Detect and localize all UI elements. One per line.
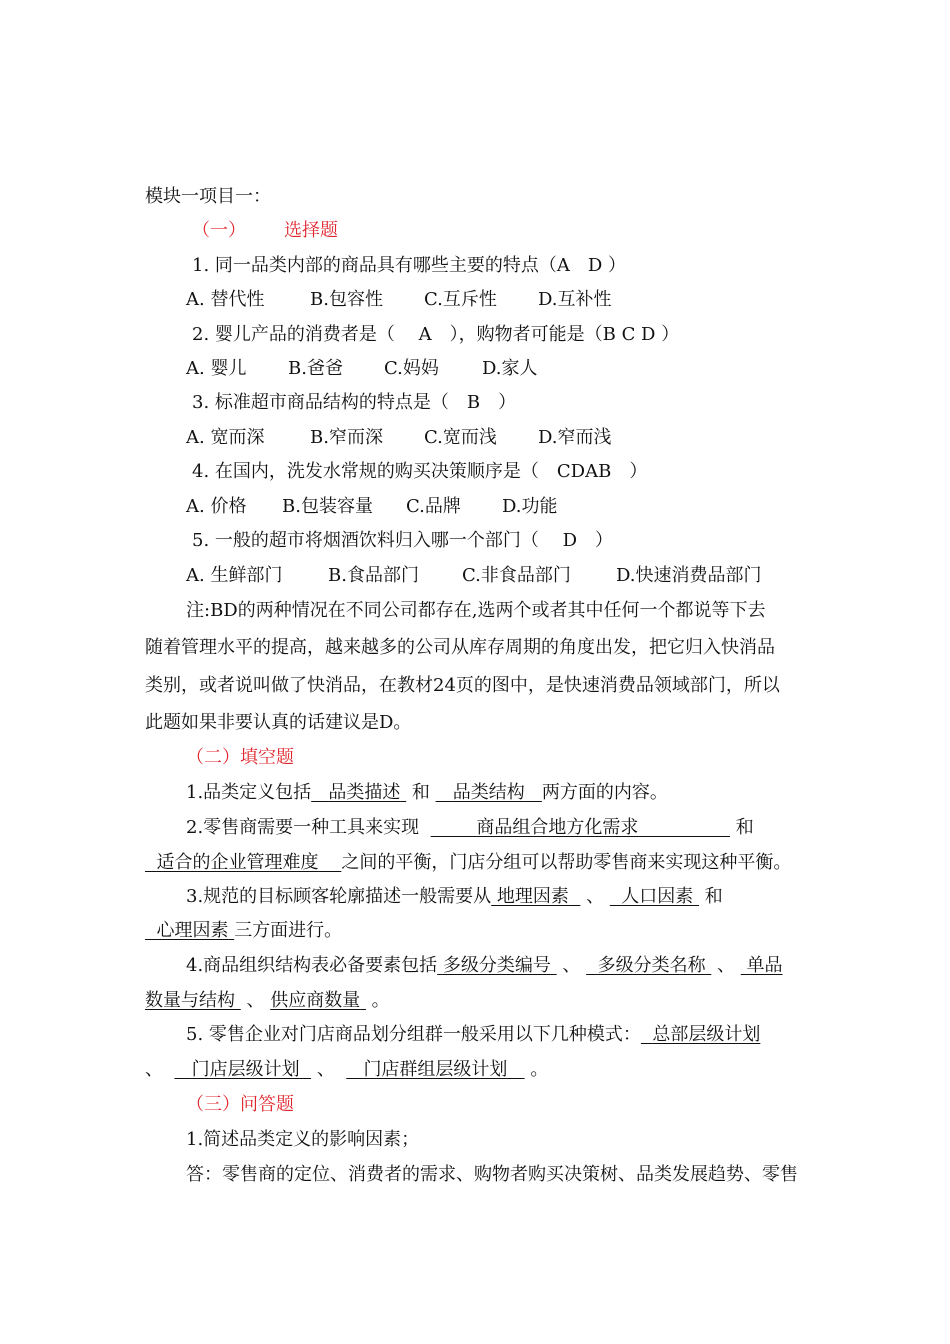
option-b: B.包装容量	[282, 496, 373, 517]
fill-answer: 供应商数量	[270, 990, 361, 1011]
fill-answer: 品类结构	[452, 782, 525, 803]
fill-answer: 商品组合地方化需求	[476, 817, 639, 838]
option-d: D.快速消费品部门	[616, 565, 762, 586]
fill-text: 两方面的内容。	[541, 782, 668, 803]
fill-text: 、	[717, 955, 736, 976]
fill-text: 、	[562, 955, 581, 976]
option-c: C.妈妈	[384, 358, 439, 379]
fill-question-5	[186, 1022, 950, 1048]
fill-answer: 地理因素	[496, 886, 569, 907]
question-5-options	[186, 563, 950, 589]
fill-question-5-cont	[145, 1057, 950, 1083]
fill-question-2	[186, 815, 950, 841]
fill-answer: 数量与结构	[145, 990, 235, 1011]
option-d: D.功能	[502, 496, 558, 517]
fill-question-4-cont	[145, 988, 950, 1014]
option-a: A. 价格	[186, 496, 247, 517]
fill-text: 。	[530, 1059, 549, 1080]
qa-question-1: 1.简述品类定义的影响因素；	[186, 1129, 420, 1150]
fill-answer: 门店群组层级计划	[363, 1059, 508, 1080]
fill-answer: 总部层级计划	[652, 1024, 761, 1045]
fill-question-3	[186, 884, 950, 910]
option-b: B.食品部门	[328, 565, 419, 586]
fill-text: 、	[586, 886, 605, 907]
question-1-options	[186, 287, 950, 313]
note-line-2: 随着管理水平的提高，越来越多的公司从库存周期的角度出发，把它归入快消品	[145, 637, 775, 658]
section-title: 选择题	[284, 220, 338, 241]
option-a: A. 替代性	[186, 289, 265, 310]
option-c: C.非食品部门	[462, 565, 571, 586]
fill-text: 。	[371, 990, 390, 1011]
qa-answer-1: 答：零售商的定位、消费者的需求、购物者购买决策树、品类发展趋势、零售	[186, 1164, 798, 1185]
fill-answer: 门店层级计划	[191, 1059, 300, 1080]
option-a: A. 宽而深	[186, 427, 265, 448]
fill-text: 3.规范的目标顾客轮廓描述一般需要从	[186, 886, 492, 907]
module-title: 模块一项目一：	[145, 186, 271, 207]
fill-text: 2.零售商需要一种工具来实现	[186, 817, 420, 838]
fill-text: 5. 零售企业对门店商品划分组群一般采用以下几种模式：	[186, 1024, 641, 1045]
option-d: D.窄而浅	[538, 427, 612, 448]
note-line-1: 注:BD的两种情况在不同公司都存在,选两个或者其中任何一个都说等下去	[186, 600, 766, 621]
fill-answer: 多级分类名称	[597, 955, 706, 976]
option-d: D.家人	[482, 358, 538, 379]
fill-answer: 品类描述	[328, 782, 401, 803]
fill-text: 4.商品组织结构表必备要素包括	[186, 955, 438, 976]
fill-text: 之间的平衡，门店分组可以帮助零售商来实现这种平衡。	[341, 852, 792, 873]
question-2-options	[186, 356, 950, 382]
fill-text: 和	[411, 782, 430, 803]
option-c: C.互斥性	[424, 289, 497, 310]
option-b: B.爸爸	[288, 358, 343, 379]
question-3-options	[186, 425, 950, 451]
fill-text: 1.品类定义包括	[186, 782, 312, 803]
fill-answer: 心理因素	[156, 920, 229, 941]
fill-text: 、	[246, 990, 265, 1011]
option-a: A. 生鲜部门	[186, 565, 283, 586]
question-4-stem: 4. 在国内，洗发水常规的购买决策顺序是（ CDAB ）	[192, 461, 648, 482]
fill-question-3-cont	[145, 918, 950, 944]
question-1-stem: 1. 同一品类内部的商品具有哪些主要的特点（A D ）	[192, 255, 627, 276]
section-choice-heading	[192, 218, 950, 244]
fill-answer: 适合的企业管理难度	[156, 852, 319, 873]
note-line-4: 此题如果非要认真的话建议是D。	[145, 712, 412, 733]
section-fill-heading: （二）填空题	[186, 747, 294, 768]
fill-answer: 多级分类编号	[442, 955, 551, 976]
fill-text: 和	[704, 886, 723, 907]
fill-text: 、	[316, 1059, 335, 1080]
question-5-stem: 5. 一般的超市将烟酒饮料归入哪一个部门（ D ）	[192, 530, 614, 551]
fill-text: 三方面进行。	[234, 920, 343, 941]
fill-answer: 单品	[746, 955, 783, 976]
option-c: C.宽而浅	[424, 427, 497, 448]
fill-answer: 人口因素	[621, 886, 694, 907]
option-b: B.窄而深	[310, 427, 383, 448]
fill-question-4	[186, 953, 950, 979]
option-a: A. 婴儿	[186, 358, 247, 379]
option-d: D.互补性	[538, 289, 612, 310]
question-3-stem: 3. 标准超市商品结构的特点是（ B ）	[192, 392, 517, 413]
note-line-3: 类别，或者说叫做了快消品，在教材24页的图中，是快速消费品领域部门，所以	[145, 675, 780, 696]
fill-text: 和	[735, 817, 754, 838]
section-number: （一）	[192, 220, 246, 241]
question-4-options	[186, 494, 950, 520]
fill-text: 、	[145, 1059, 163, 1080]
option-b: B.包容性	[310, 289, 383, 310]
option-c: C.品牌	[406, 496, 461, 517]
question-2-stem: 2. 婴儿产品的消费者是（ A ），购物者可能是（B C D ）	[192, 324, 680, 345]
fill-question-1	[186, 780, 950, 806]
fill-question-2-cont	[145, 850, 950, 876]
section-qa-heading: （三）问答题	[186, 1094, 294, 1115]
